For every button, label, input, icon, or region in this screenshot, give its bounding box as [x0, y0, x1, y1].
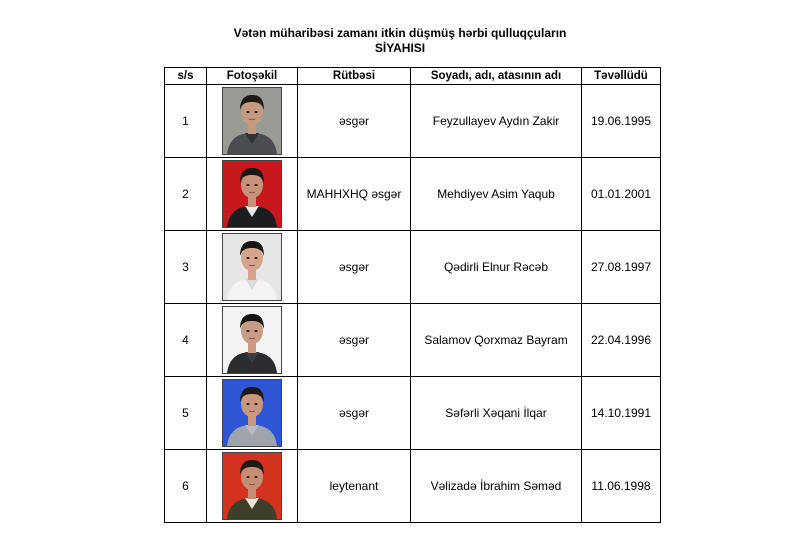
full-name-cell: Vəlizadə İbrahim Səməd: [411, 450, 582, 523]
row-number: 4: [165, 304, 207, 377]
full-name-cell: Mehdiyev Asim Yaqub: [411, 158, 582, 231]
full-name-cell: Səfərli Xəqani İlqar: [411, 377, 582, 450]
photo-cell: [207, 304, 298, 377]
portrait-photo: [222, 233, 282, 301]
title-line-1: Vətən müharibəsi zamanı itkin düşmüş hərbi qulluqçuların: [233, 26, 567, 40]
full-name-cell: Salamov Qorxmaz Bayram: [411, 304, 582, 377]
birth-date-cell: 27.08.1997: [582, 231, 661, 304]
table-row: [165, 85, 661, 158]
photo-cell: [207, 158, 298, 231]
personnel-table: [164, 67, 661, 523]
photo-cell: [207, 85, 298, 158]
birth-date-cell: 19.06.1995: [582, 85, 661, 158]
portrait-photo: [222, 306, 282, 374]
row-number: 6: [165, 450, 207, 523]
table-row: [165, 377, 661, 450]
title-line-2: SİYAHISI: [374, 41, 426, 55]
rank-cell: əsgər: [298, 377, 411, 450]
header-rank: Rütbəsi: [298, 68, 411, 85]
table-row: [165, 231, 661, 304]
birth-date-cell: 14.10.1991: [582, 377, 661, 450]
rank-cell: leytenant: [298, 450, 411, 523]
table-row: [165, 450, 661, 523]
photo-cell: [207, 377, 298, 450]
header-number: s/s: [165, 68, 207, 85]
header-birth-date: Təvəllüdü: [582, 68, 661, 85]
document-title: [0, 26, 800, 56]
row-number: 3: [165, 231, 207, 304]
row-number: 5: [165, 377, 207, 450]
photo-cell: [207, 450, 298, 523]
rank-cell: əsgər: [298, 304, 411, 377]
table-row: [165, 158, 661, 231]
rank-cell: əsgər: [298, 85, 411, 158]
full-name-cell: Feyzullayev Aydın Zakir: [411, 85, 582, 158]
rank-cell: MAHHXHQ əsgər: [298, 158, 411, 231]
portrait-photo: [222, 160, 282, 228]
header-full-name: Soyadı, adı, atasının adı: [411, 68, 582, 85]
row-number: 1: [165, 85, 207, 158]
header-photo: Fotoşəkil: [207, 68, 298, 85]
rank-cell: əsgər: [298, 231, 411, 304]
portrait-photo: [222, 452, 282, 520]
row-number: 2: [165, 158, 207, 231]
birth-date-cell: 22.04.1996: [582, 304, 661, 377]
full-name-cell: Qədirli Elnur Rəcəb: [411, 231, 582, 304]
birth-date-cell: 11.06.1998: [582, 450, 661, 523]
portrait-photo: [222, 379, 282, 447]
table-row: [165, 304, 661, 377]
birth-date-cell: 01.01.2001: [582, 158, 661, 231]
photo-cell: [207, 231, 298, 304]
portrait-photo: [222, 87, 282, 155]
table-header-row: [165, 68, 661, 85]
